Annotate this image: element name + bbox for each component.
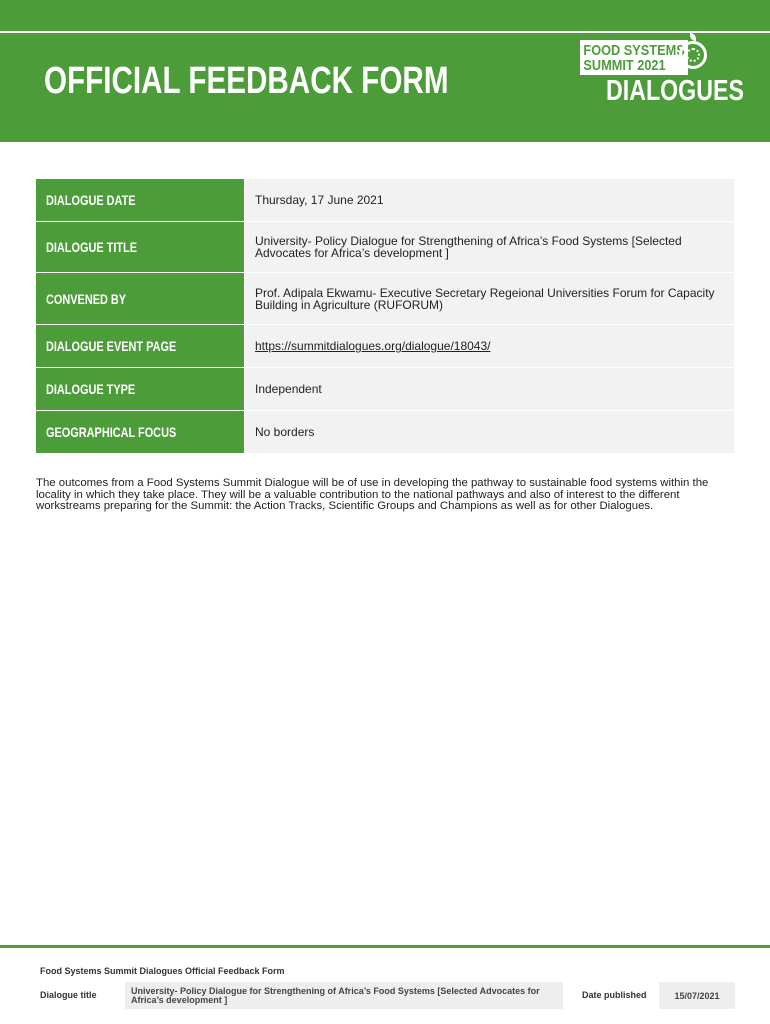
detail-value <box>245 325 734 367</box>
detail-value: Independent <box>245 368 734 410</box>
detail-value: No borders <box>245 411 734 453</box>
top-green-strip <box>0 0 770 31</box>
detail-label: GEOGRAPHICAL FOCUS <box>36 411 244 453</box>
leaf-icon <box>690 33 696 41</box>
detail-label: DIALOGUE DATE <box>36 179 244 221</box>
plate-icon <box>679 41 707 69</box>
food-systems-logo <box>580 32 744 112</box>
logo-line-1: FOOD SYSTEMS <box>583 42 685 59</box>
event-page-link[interactable]: https://summitdialogues.org/dialogue/18043/ <box>255 339 491 353</box>
logo-word: DIALOGUES <box>606 75 744 107</box>
page-title: OFFICIAL FEEDBACK FORM <box>44 60 449 102</box>
detail-row-convened <box>36 273 734 324</box>
footer-date-label: Date published <box>582 990 647 1000</box>
footer-title-value: University- Policy Dialogue for Strengthening of Africa’s Food Systems [Selected Advocates for Africa’s development ] <box>125 982 563 1009</box>
detail-row-date <box>36 179 734 221</box>
detail-value: Thursday, 17 June 2021 <box>245 179 734 221</box>
logo-line-2: SUMMIT 2021 <box>583 57 666 74</box>
detail-row-event-page <box>36 325 734 367</box>
detail-row-type <box>36 368 734 410</box>
detail-value: University- Policy Dialogue for Strengthening of Africa’s Food Systems [Selected Advocates for Africa’s development ] <box>245 222 734 272</box>
footer-title-label: Dialogue title <box>40 990 97 1000</box>
detail-label: DIALOGUE TYPE <box>36 368 244 410</box>
intro-paragraph: The outcomes from a Food Systems Summit Dialogue will be of use in developing the pathway to sustainable food systems within the locality in which they take place. They will be a valuable contribution to the national pathways and also of interest to the different workstreams preparing for the Summit: the Action Tracks, Scientific Groups and Champions as well as for other Dialogues. <box>36 477 709 513</box>
detail-label: CONVENED BY <box>36 273 244 324</box>
detail-value: Prof. Adipala Ekwamu- Executive Secretary Regeional Universities Forum for Capacity Building in Agriculture (RUFORUM) <box>245 273 734 324</box>
detail-row-title <box>36 222 734 272</box>
footer-divider <box>0 945 770 948</box>
detail-row-geo <box>36 411 734 453</box>
detail-label: DIALOGUE TITLE <box>36 222 244 272</box>
footer-date-value: 15/07/2021 <box>659 982 735 1009</box>
logo-box <box>580 40 688 75</box>
detail-label: DIALOGUE EVENT PAGE <box>36 325 244 367</box>
footer-form-title: Food Systems Summit Dialogues Official Feedback Form <box>40 966 285 976</box>
